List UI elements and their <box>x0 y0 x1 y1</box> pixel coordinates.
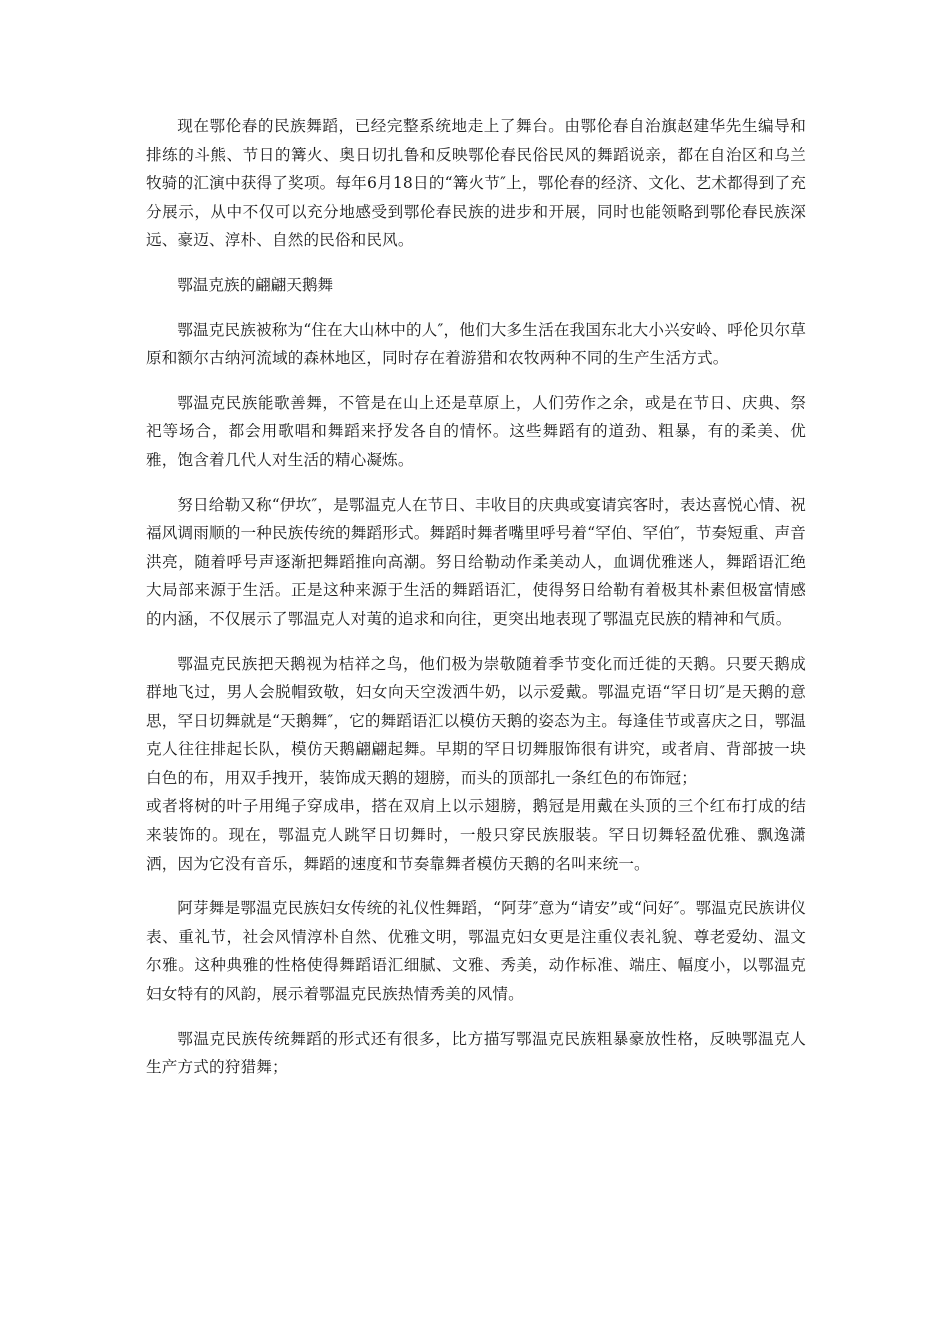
swan-dance-part-1: 鄂温克民族把天鹅视为桔祥之鸟，他们极为崇敬随着季节变化而迁徙的天鹅。只要天鹅成群地飞过，男人会脱帽致敬，妇女向天空泼洒牛奶，以示爱戴。鄂温克语“罕日切″是天鹅的意思，罕日切舞就是“天鹅舞″，它的舞蹈语汇以模仿天鹅的姿态为主。每逢佳节或喜庆之日，鄂温克人往往排起长队，模仿天鹅翩翩起舞。早期的罕日切舞服饰很有讲究，或者肩、背部披一块白色的布，用双手拽开，装饰成天鹅的翅膀，而头的顶部扎一条红色的布饰冠； <box>146 654 806 787</box>
swan-dance-part-2: 或者将树的叶子用绳子穿成串，搭在双肩上以示翅膀，鹅冠是用戴在头顶的三个红布打成的结来装饰的。现在，鄂温克人跳罕日切舞时，一般只穿民族服装。罕日切舞轻盈优雅、飘逸潇洒，因为它没有音乐，舞蹈的速度和节奏靠舞者模仿天鹅的名叫来统一。 <box>146 797 806 873</box>
paragraph-nurigele: 努日给勒又称“伊坎″，是鄂温克人在节日、丰收目的庆典或宴请宾客时，表达喜悦心情、祝福风调雨顺的一种民族传统的舞蹈形式。舞蹈时舞者嘴里呼号着“罕伯、罕伯″，节奏短重、声音洪亮，随着呼号声逐渐把舞蹈推向高潮。努日给勒动作柔美动人，血调优雅迷人，舞蹈语汇绝大局部来源于生活。正是这种来源于生活的舞蹈语汇，使得努日给勒有着极其朴素但极富情感的内涵，不仅展示了鄂温克人对荑的追求和向往，更突出地表现了鄂温克民族的精神和气质。 <box>146 495 806 628</box>
paragraph-hunting-dance: 鄂温克民族传统舞蹈的形式还有很多，比方描写鄂温克民族粗暴豪放性格，反映鄂温克人生产方式的狩猎舞； <box>146 1029 806 1077</box>
section-heading: 鄂温克族的翩翩天鹅舞 <box>177 275 334 294</box>
paragraph-ewenki-dance: 鄂温克民族能歌善舞，不管是在山上还是草原上，人们劳作之余，或是在节日、庆典、祭祀等场合，都会用歌唱和舞蹈来抒发各自的情怀。这些舞蹈有的道劲、粗暴，有的柔美、优雅，饱含着几代人对生活的精心凝炼。 <box>146 393 806 469</box>
paragraph-swan-dance <box>146 650 806 879</box>
paragraph-ewenki-intro: 鄂温克民族被称为“住在大山林中的人″，他们大多生活在我国东北大小兴安岭、呼伦贝尔草原和额尔古纳河流域的森林地区，同时存在着游猎和农牧两种不同的生产生活方式。 <box>146 320 806 368</box>
paragraph-oroqen-dance: 现在鄂伦春的民族舞蹈，已经完整系统地走上了舞台。由鄂伦春自治旗赵建华先生编导和排练的斗熊、节日的篝火、奥日切扎鲁和反映鄂伦春民俗民风的舞蹈说亲，都在自治区和乌兰牧骑的汇演中获得了奖项。每年6月18日的“篝火节″上，鄂伦春的经济、文化、艺术都得到了充分展示，从中不仅可以充分地感受到鄂伦春民族的进步和开展，同时也能领略到鄂伦春民族深远、豪迈、淳朴、自然的民俗和民风。 <box>146 117 806 250</box>
document-body <box>146 112 806 1098</box>
paragraph-aya-dance: 阿芽舞是鄂温克民族妇女传统的礼仪性舞蹈，“阿芽″意为“请安”或“问好″。鄂温克民族讲仪表、重礼节，社会风情淳朴自然、优雅文明，鄂温克妇女更是注重仪表礼貌、尊老爱幼、温文尔雅。这种典雅的性格使得舞蹈语汇细腻、文雅、秀美，动作标准、端庄、幅度小，以鄂温克妇女特有的风韵，展示着鄂温克民族热情秀美的风情。 <box>146 899 806 1004</box>
